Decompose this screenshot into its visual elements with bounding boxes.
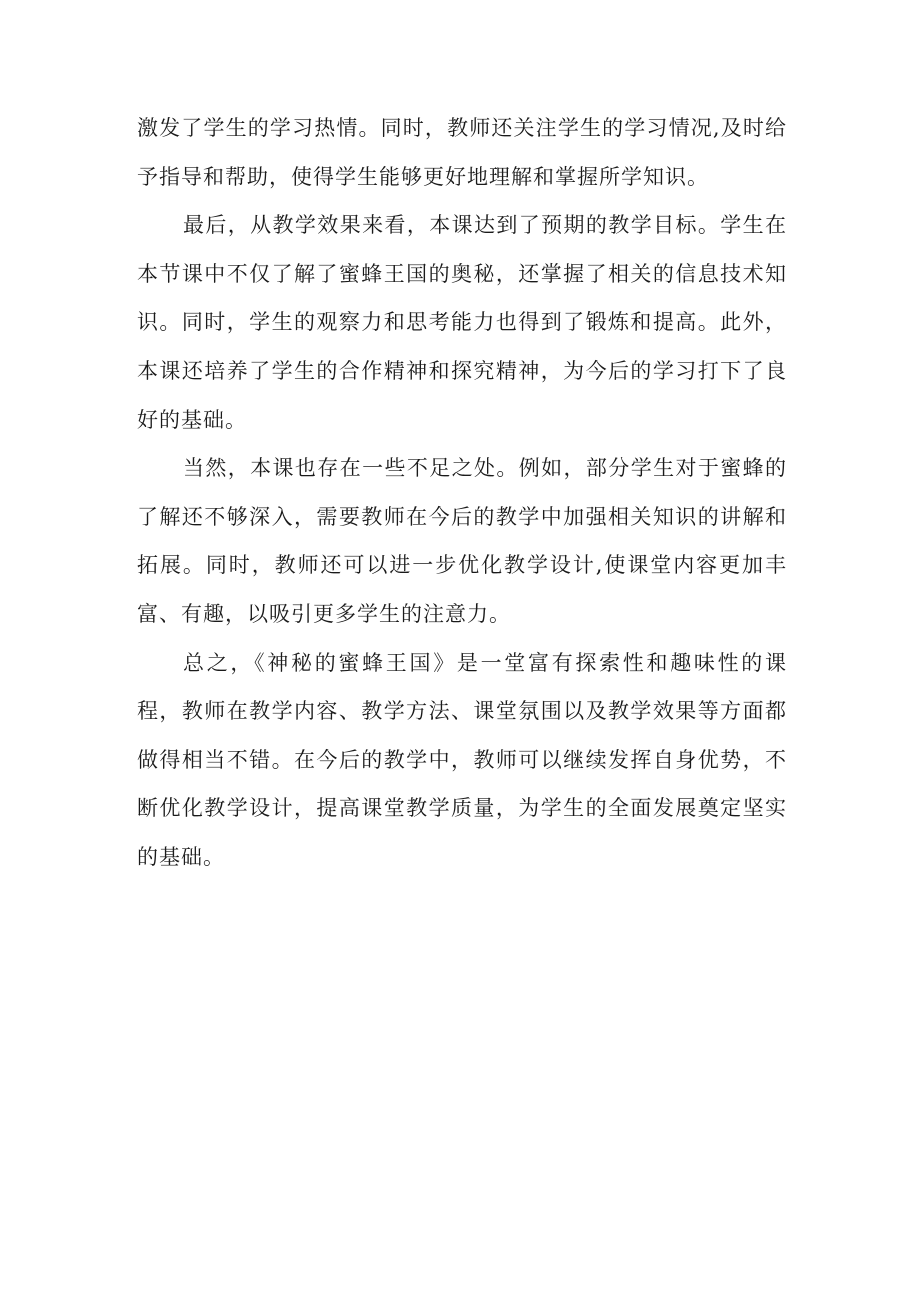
document-body <box>137 104 787 882</box>
paragraph-shortcomings: 当然，本课也存在一些不足之处。例如，部分学生对于蜜蜂的了解还不够深入，需要教师在今后的教学中加强相关知识的讲解和拓展。同时，教师还可以进一步优化教学设计,使课堂内容更加丰富、有趣，以吸引更多学生的注意力。 <box>137 456 787 626</box>
paragraph-teaching-effect: 最后，从教学效果来看，本课达到了预期的教学目标。学生在本节课中不仅了解了蜜蜂王国的奥秘，还掌握了相关的信息技术知识。同时，学生的观察力和思考能力也得到了锻炼和提高。此外，本课还培养了学生的合作精神和探究精神，为今后的学习打下了良好的基础。 <box>137 213 787 432</box>
paragraph-continuation: 激发了学生的学习热情。同时，教师还关注学生的学习情况,及时给予指导和帮助，使得学生能够更好地理解和掌握所学知识。 <box>137 116 787 189</box>
paragraph-conclusion: 总之，《神秘的蜜蜂王国》是一堂富有探索性和趣味性的课程，教师在教学内容、教学方法、课堂氛围以及教学效果等方面都做得相当不错。在今后的教学中，教师可以继续发挥自身优势，不断优化教学设计，提高课堂教学质量，为学生的全面发展奠定坚实的基础。 <box>137 650 787 869</box>
